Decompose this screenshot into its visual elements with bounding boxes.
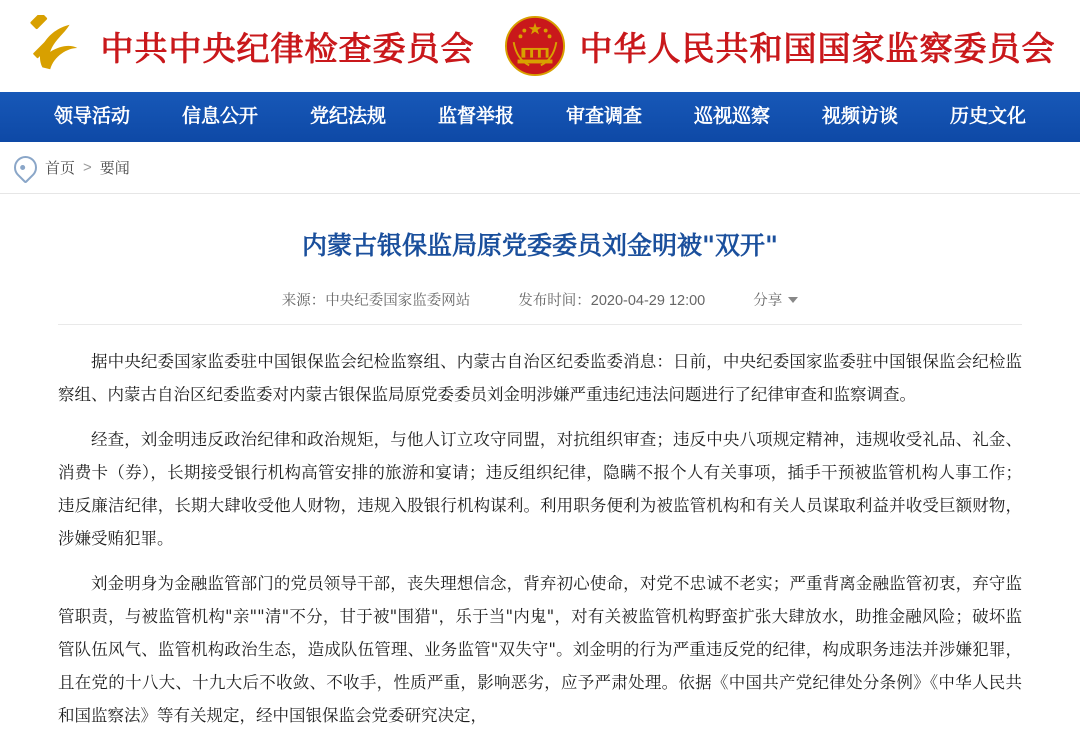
nav-item-7[interactable]: 历史文化 bbox=[950, 106, 1027, 127]
article-source bbox=[282, 289, 471, 310]
brand-right[interactable] bbox=[504, 15, 1056, 77]
nav-item-5[interactable]: 巡视巡察 bbox=[694, 106, 771, 127]
location-pin-icon bbox=[9, 151, 42, 184]
nav-item-0[interactable]: 领导活动 bbox=[53, 106, 130, 127]
breadcrumb-separator: > bbox=[83, 159, 92, 176]
nav-item-3[interactable]: 监督举报 bbox=[437, 106, 514, 127]
party-hammer-sickle-emblem-icon bbox=[25, 15, 87, 77]
share-label: 分享 bbox=[753, 293, 783, 309]
brand-right-text: 中华人民共和国国家监察委员会 bbox=[579, 28, 1056, 68]
article-container bbox=[0, 228, 1080, 732]
share-button[interactable] bbox=[753, 289, 798, 310]
article-publish-label: 发布时间： bbox=[518, 293, 591, 309]
article-body bbox=[58, 345, 1022, 732]
breadcrumb bbox=[0, 142, 1080, 194]
nav-item-1[interactable]: 信息公开 bbox=[181, 106, 258, 127]
nav-item-2[interactable]: 党纪法规 bbox=[309, 106, 386, 127]
article-paragraph-2: 刘金明身为金融监管部门的党员领导干部，丧失理想信念，背弃初心使命，对党不忠诚不老实；严重背离金融监管初衷，弃守监管职责，与被监管机构"亲""清"不分，甘于被"围猎"，乐于当"内鬼"，对有关被监管机构野蛮扩张大肆放水，助推金融风险；破坏监管队伍风气、监管机构政治生态，造成队伍管理、业务监管"双失守"。刘金明的行为严重违反党的纪律，构成职务违法并涉嫌犯罪，且在党的十八大、十九大后不收敛、不收手，性质严重，影响恶劣，应予严肃处理。依据《中国共产党纪律处分条例》《中华人民共和国监察法》等有关规定，经中国银保监会党委研究决定， bbox=[58, 574, 1022, 725]
article-source-label: 来源： bbox=[281, 293, 326, 309]
breadcrumb-home[interactable]: 首页 bbox=[45, 160, 76, 177]
nav-item-6[interactable]: 视频访谈 bbox=[822, 106, 899, 127]
article-paragraph-0: 据中央纪委国家监委驻中国银保监会纪检监察组、内蒙古自治区纪委监委消息：日前，中央纪委国家监委驻中国银保监会纪检监察组、内蒙古自治区纪委监委对内蒙古银保监局原党委委员刘金明涉嫌严重违纪违法问题进行了纪律审查和监察调查。 bbox=[58, 352, 1022, 404]
chevron-down-icon bbox=[788, 297, 798, 303]
article-publish-time bbox=[518, 289, 705, 310]
article-source-value: 中央纪委国家监委网站 bbox=[325, 293, 471, 309]
article-meta bbox=[58, 289, 1022, 325]
national-emblem-icon bbox=[504, 15, 566, 77]
main-navigation bbox=[0, 92, 1080, 142]
brand-left-text: 中共中央纪律检查委员会 bbox=[100, 28, 475, 68]
breadcrumb-current: 要闻 bbox=[99, 160, 130, 177]
article-paragraph-1: 经查，刘金明违反政治纪律和政治规矩，与他人订立攻守同盟，对抗组织审查；违反中央八项规定精神，违规收受礼品、礼金、消费卡（券），长期接受银行机构高管安排的旅游和宴请；违反组织纪律，隐瞒不报个人有关事项，插手干预被监管机构人事工作；违反廉洁纪律，长期大肆收受他人财物，违规入股银行机构谋利。利用职务便利为被监管机构和有关人员谋取利益并收受巨额财物，涉嫌受贿犯罪。 bbox=[58, 430, 1022, 548]
page-title: 内蒙古银保监局原党委委员刘金明被"双开" bbox=[301, 231, 779, 260]
nav-item-4[interactable]: 审查调查 bbox=[566, 106, 643, 127]
article-publish-value: 2020-04-29 12:00 bbox=[590, 293, 706, 309]
brand-left[interactable] bbox=[25, 15, 475, 77]
site-header bbox=[0, 0, 1080, 92]
